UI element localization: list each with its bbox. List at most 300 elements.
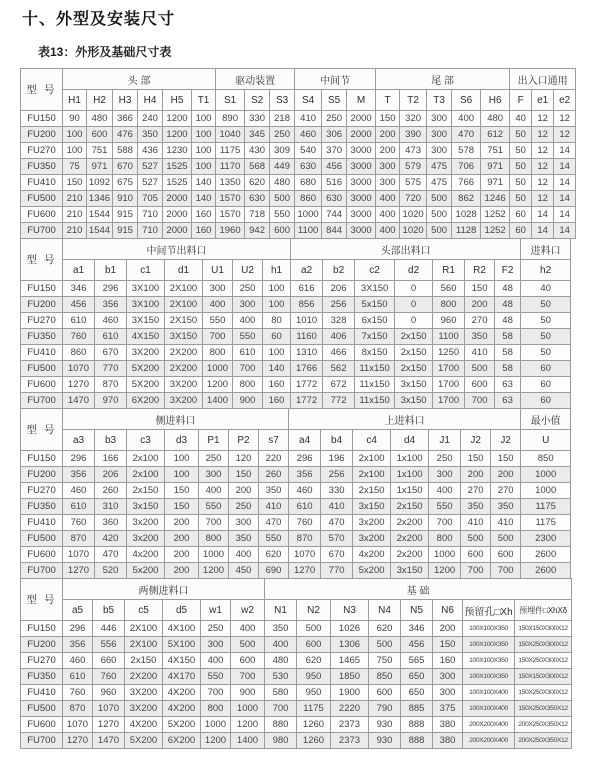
model-cell: FU700 [21, 393, 63, 409]
value-cell: 1000 [201, 717, 231, 733]
group-header: 基 础 [265, 579, 572, 600]
value-cell: 1270 [63, 377, 95, 393]
value-cell: 751 [481, 143, 510, 159]
value-cell: 700 [199, 515, 229, 531]
value-cell: 160 [192, 223, 216, 239]
table-row [21, 499, 571, 515]
value-cell: 500 [491, 531, 521, 547]
value-cell: 80 [263, 313, 291, 329]
col-header: R1 [433, 260, 465, 281]
value-cell: 480 [270, 175, 295, 191]
value-cell: 3X200 [165, 377, 203, 393]
model-cell: FU150 [21, 621, 63, 637]
value-cell: 2X100 [165, 297, 203, 313]
value-cell: 3X200 [125, 685, 163, 701]
value-cell: 350 [461, 499, 491, 515]
value-cell: 527 [138, 159, 163, 175]
value-cell: 612 [481, 127, 510, 143]
value-cell: 300 [427, 111, 452, 127]
value-cell: 1400 [203, 393, 233, 409]
col-header: b1 [95, 260, 127, 281]
col-header: a1 [63, 260, 95, 281]
value-cell: 760 [93, 669, 125, 685]
value-cell: 540 [295, 143, 322, 159]
value-cell: 700 [491, 563, 521, 579]
value-cell: 4x200 [127, 547, 165, 563]
value-cell: 600 [369, 685, 401, 701]
value-cell: 1900 [331, 685, 369, 701]
table-row [21, 685, 572, 701]
value-cell: 850 [521, 451, 571, 467]
table-row [21, 669, 572, 685]
value-cell: 300 [427, 127, 452, 143]
table-row [21, 159, 576, 175]
value-cell: 3x200 [127, 531, 165, 547]
value-cell: 309 [270, 143, 295, 159]
value-cell: 410 [491, 515, 521, 531]
model-cell: FU350 [21, 159, 63, 175]
value-cell: 2000 [347, 127, 376, 143]
value-cell: 200X250X350X12 [515, 717, 572, 733]
value-cell: 14 [554, 223, 576, 239]
value-cell: 575 [400, 175, 427, 191]
table-caption: 表13：外形及基础尺寸表 [38, 45, 172, 59]
value-cell: 3x200 [127, 515, 165, 531]
col-header: F [510, 90, 532, 111]
value-cell: 100X100X350 [463, 637, 515, 653]
value-cell: 2000 [163, 191, 192, 207]
model-cell: FU700 [21, 223, 63, 239]
value-cell: 7x150 [355, 329, 395, 345]
value-cell: 456 [63, 297, 95, 313]
value-cell: 400 [233, 313, 263, 329]
table-row [21, 329, 571, 345]
value-cell: 0 [395, 297, 433, 313]
value-cell: 480 [87, 111, 113, 127]
value-cell: 380 [433, 717, 463, 733]
value-cell: 218 [270, 111, 295, 127]
col-header: S2 [245, 90, 270, 111]
value-cell: 915 [113, 223, 138, 239]
value-cell: 100 [192, 127, 216, 143]
value-cell: 3000 [347, 191, 376, 207]
value-cell: 90 [63, 111, 87, 127]
value-cell: 8x150 [355, 345, 395, 361]
value-cell: 2X100 [165, 281, 203, 297]
value-cell: 770 [321, 563, 353, 579]
col-header: T1 [192, 90, 216, 111]
value-cell: 1465 [331, 653, 369, 669]
value-cell: 460 [289, 483, 321, 499]
value-cell: 1175 [521, 515, 571, 531]
value-cell: 610 [63, 313, 95, 329]
value-cell: 870 [289, 531, 321, 547]
value-cell: 5X100 [163, 637, 201, 653]
table-row [21, 207, 576, 223]
value-cell: 300 [427, 143, 452, 159]
value-cell: 790 [369, 701, 401, 717]
value-cell: 12 [532, 191, 554, 207]
value-cell: 450 [229, 563, 259, 579]
group-header: 中间节出料口 [63, 239, 291, 260]
value-cell: 706 [452, 159, 481, 175]
value-cell: 660 [93, 653, 125, 669]
table-row [21, 281, 571, 297]
model-cell: FU150 [21, 451, 63, 467]
value-cell: 600 [297, 637, 331, 653]
value-cell: 150 [63, 175, 87, 191]
value-cell: 1252 [481, 207, 510, 223]
value-cell: 12 [532, 127, 554, 143]
col-header: N3 [331, 600, 369, 621]
value-cell: 500 [297, 621, 331, 637]
value-cell: 150 [433, 637, 463, 653]
value-cell: 410 [259, 499, 289, 515]
model-cell: FU350 [21, 669, 63, 685]
value-cell: 200 [376, 143, 400, 159]
value-cell: 210 [63, 223, 87, 239]
col-header: w1 [201, 600, 231, 621]
value-cell: 0 [395, 313, 433, 329]
table-row [21, 175, 576, 191]
col-header: H4 [138, 90, 163, 111]
value-cell: 75 [63, 159, 87, 175]
value-cell: 1700 [433, 377, 465, 393]
value-cell: 150 [229, 467, 259, 483]
model-cell: FU600 [21, 547, 63, 563]
model-cell: FU410 [21, 175, 63, 191]
value-cell: 166 [95, 451, 127, 467]
value-cell: 4X170 [163, 669, 201, 685]
value-cell: 570 [321, 531, 353, 547]
value-cell: 870 [95, 377, 127, 393]
value-cell: 3x150 [353, 499, 391, 515]
col-header: b3 [95, 430, 127, 451]
value-cell: 2x200 [391, 531, 429, 547]
model-cell: FU200 [21, 127, 63, 143]
value-cell: 300 [433, 669, 463, 685]
table-row [21, 451, 571, 467]
value-cell: 400 [376, 207, 400, 223]
value-cell: 600 [231, 653, 265, 669]
value-cell: 470 [321, 515, 353, 531]
value-cell: 800 [201, 701, 231, 717]
col-header: H6 [481, 90, 510, 111]
value-cell: 600 [465, 377, 495, 393]
value-cell: 960 [433, 313, 465, 329]
value-cell: 14 [532, 207, 554, 223]
value-cell: 100X100X350 [463, 653, 515, 669]
value-cell: 370 [322, 143, 347, 159]
value-cell: 1010 [291, 313, 323, 329]
value-cell: 150 [461, 451, 491, 467]
dimension-table-section-1 [20, 68, 576, 239]
value-cell: 1000 [231, 701, 265, 717]
value-cell: 630 [322, 191, 347, 207]
value-cell: 400 [201, 653, 231, 669]
value-cell: 1470 [63, 393, 95, 409]
page-title: 十、外型及安装尺寸 [22, 11, 176, 28]
value-cell: 2X100 [125, 621, 163, 637]
value-cell: 2X200 [165, 345, 203, 361]
value-cell: 770 [95, 361, 127, 377]
table-row [21, 637, 572, 653]
value-cell: 260 [259, 467, 289, 483]
col-header: S1 [216, 90, 245, 111]
value-cell: 870 [63, 531, 95, 547]
value-cell: 568 [245, 159, 270, 175]
value-cell: 650 [401, 669, 433, 685]
model-cell: FU200 [21, 297, 63, 313]
value-cell: 100X100X400 [463, 685, 515, 701]
value-cell: 250 [201, 621, 231, 637]
table-row [21, 361, 571, 377]
value-cell: 2000 [347, 111, 376, 127]
value-cell: 350 [138, 127, 163, 143]
value-cell: 4X150 [163, 653, 201, 669]
value-cell: 800 [203, 345, 233, 361]
value-cell: 610 [233, 345, 263, 361]
value-cell: 14 [554, 159, 576, 175]
value-cell: 12 [532, 175, 554, 191]
value-cell: 550 [201, 669, 231, 685]
value-cell: 100 [263, 297, 291, 313]
value-cell: 100 [192, 143, 216, 159]
value-cell: 950 [297, 685, 331, 701]
col-header: R2 [465, 260, 495, 281]
value-cell: 950 [297, 669, 331, 685]
value-cell: 460 [63, 653, 93, 669]
table-row [21, 143, 576, 159]
value-cell: 3X200 [127, 345, 165, 361]
col-header: c5 [125, 600, 163, 621]
value-cell: 1028 [452, 207, 481, 223]
value-cell: 296 [63, 451, 95, 467]
col-header: a4 [289, 430, 321, 451]
value-cell: 40 [521, 281, 571, 297]
model-cell: FU500 [21, 531, 63, 547]
value-cell: 1170 [216, 159, 245, 175]
value-cell: 100X100X350 [463, 669, 515, 685]
value-cell: 1260 [297, 733, 331, 749]
value-cell: 100X100X350 [463, 621, 515, 637]
value-cell: 751 [87, 143, 113, 159]
value-cell: 328 [323, 313, 355, 329]
value-cell: 600 [270, 223, 295, 239]
col-header: M [347, 90, 376, 111]
value-cell: 2x100 [127, 451, 165, 467]
col-header: c3 [127, 430, 165, 451]
value-cell: 1100 [433, 329, 465, 345]
group-header: 驱动装置 [216, 69, 295, 90]
value-cell: 200 [165, 515, 199, 531]
value-cell: 1160 [291, 329, 323, 345]
col-header: a3 [63, 430, 95, 451]
value-cell: 670 [113, 159, 138, 175]
value-cell: 250 [199, 451, 229, 467]
value-cell: 300 [433, 685, 463, 701]
col-header: U2 [233, 260, 263, 281]
value-cell: 2x100 [353, 467, 391, 483]
value-cell: 971 [87, 159, 113, 175]
col-header: N6 [433, 600, 463, 621]
value-cell: 350 [259, 483, 289, 499]
value-cell: 400 [199, 483, 229, 499]
value-cell: 48 [495, 313, 521, 329]
col-header: w2 [231, 600, 265, 621]
value-cell: 900 [231, 685, 265, 701]
value-cell: 860 [63, 345, 95, 361]
value-cell: 120 [229, 451, 259, 467]
value-cell: 2220 [331, 701, 369, 717]
value-cell: 310 [95, 499, 127, 515]
col-header: T2 [400, 90, 427, 111]
model-cell: FU350 [21, 499, 63, 515]
value-cell: 550 [203, 313, 233, 329]
value-cell: 356 [289, 467, 321, 483]
value-cell: 520 [95, 563, 127, 579]
value-cell: 718 [245, 207, 270, 223]
value-cell: 300 [201, 637, 231, 653]
value-cell: 2X200 [125, 669, 163, 685]
value-cell: 862 [452, 191, 481, 207]
value-cell: 562 [323, 361, 355, 377]
value-cell: 200 [491, 467, 521, 483]
value-cell: 48 [495, 297, 521, 313]
model-cell: FU410 [21, 515, 63, 531]
value-cell: 2x150 [395, 329, 433, 345]
value-cell: 50 [510, 143, 532, 159]
value-cell: 1544 [87, 207, 113, 223]
value-cell: 1270 [289, 563, 321, 579]
value-cell: 0 [395, 281, 433, 297]
model-cell: FU700 [21, 563, 63, 579]
value-cell: 750 [369, 653, 401, 669]
value-cell: 1000 [295, 207, 322, 223]
value-cell: 844 [322, 223, 347, 239]
col-header: N2 [297, 600, 331, 621]
value-cell: 500 [427, 191, 452, 207]
value-cell: 880 [265, 717, 297, 733]
col-header: N1 [265, 600, 297, 621]
value-cell: 700 [231, 669, 265, 685]
model-cell: FU410 [21, 345, 63, 361]
model-cell: FU500 [21, 361, 63, 377]
value-cell: 350 [265, 621, 297, 637]
col-header: h2 [521, 260, 571, 281]
value-cell: 888 [401, 717, 433, 733]
value-cell: 1200 [163, 111, 192, 127]
group-header: 两侧进料口 [63, 579, 265, 600]
value-cell: 346 [63, 281, 95, 297]
value-cell: 410 [295, 111, 322, 127]
group-header: 尾 部 [376, 69, 510, 90]
value-cell: 700 [233, 361, 263, 377]
model-cell: FU350 [21, 329, 63, 345]
value-cell: 2x150 [395, 345, 433, 361]
value-cell: 330 [321, 483, 353, 499]
value-cell: 3X150 [355, 281, 395, 297]
value-cell: 400 [203, 297, 233, 313]
value-cell: 550 [259, 531, 289, 547]
model-column-header: 型 号 [21, 409, 63, 451]
value-cell: 856 [291, 297, 323, 313]
value-cell: 620 [369, 621, 401, 637]
value-cell: 150X250X300X12 [515, 653, 572, 669]
table-row [21, 733, 572, 749]
value-cell: 2X100 [125, 637, 163, 653]
col-header: c1 [127, 260, 165, 281]
col-header: N5 [401, 600, 433, 621]
model-cell: FU150 [21, 111, 63, 127]
value-cell: 675 [113, 175, 138, 191]
value-cell: 960 [93, 685, 125, 701]
value-cell: 449 [270, 159, 295, 175]
value-cell: 50 [521, 297, 571, 313]
value-cell: 150 [376, 111, 400, 127]
value-cell: 306 [322, 127, 347, 143]
value-cell: 410 [465, 345, 495, 361]
value-cell: 3X200 [125, 701, 163, 717]
value-cell: 600 [491, 547, 521, 563]
col-header: d3 [165, 430, 199, 451]
value-cell: 500 [427, 207, 452, 223]
value-cell: 2600 [521, 547, 571, 563]
value-cell: 100 [63, 143, 87, 159]
value-cell: 3x200 [353, 515, 391, 531]
value-cell: 700 [265, 701, 297, 717]
value-cell: 1200 [429, 563, 461, 579]
value-cell: 6X200 [163, 733, 201, 749]
value-cell: 200 [465, 297, 495, 313]
value-cell: 345 [245, 127, 270, 143]
group-header: 头 部 [63, 69, 216, 90]
table-row [21, 547, 571, 563]
value-cell: 270 [491, 483, 521, 499]
value-cell: 206 [323, 281, 355, 297]
value-cell: 150 [165, 483, 199, 499]
value-cell: 1230 [163, 143, 192, 159]
value-cell: 300 [229, 515, 259, 531]
col-header: H3 [113, 90, 138, 111]
col-header: J2 [491, 430, 521, 451]
value-cell: 410 [461, 515, 491, 531]
dimension-table-section-3 [20, 408, 571, 579]
value-cell: 1020 [400, 223, 427, 239]
value-cell: 2373 [331, 733, 369, 749]
value-cell: 705 [138, 191, 163, 207]
value-cell: 1x100 [391, 467, 429, 483]
value-cell: 210 [63, 207, 87, 223]
value-cell: 610 [63, 669, 93, 685]
col-header: T3 [427, 90, 452, 111]
value-cell: 1000 [203, 361, 233, 377]
value-cell: 620 [259, 547, 289, 563]
value-cell: 1070 [93, 701, 125, 717]
value-cell: 466 [323, 345, 355, 361]
value-cell: 456 [401, 637, 433, 653]
value-cell: 971 [481, 175, 510, 191]
value-cell: 12 [554, 111, 576, 127]
value-cell: 60 [521, 393, 571, 409]
col-header: h1 [263, 260, 291, 281]
value-cell: 2x150 [125, 653, 163, 669]
value-cell: 1100 [295, 223, 322, 239]
value-cell: 565 [401, 653, 433, 669]
value-cell: 1070 [289, 547, 321, 563]
value-cell: 1270 [63, 563, 95, 579]
value-cell: 2x150 [353, 483, 391, 499]
